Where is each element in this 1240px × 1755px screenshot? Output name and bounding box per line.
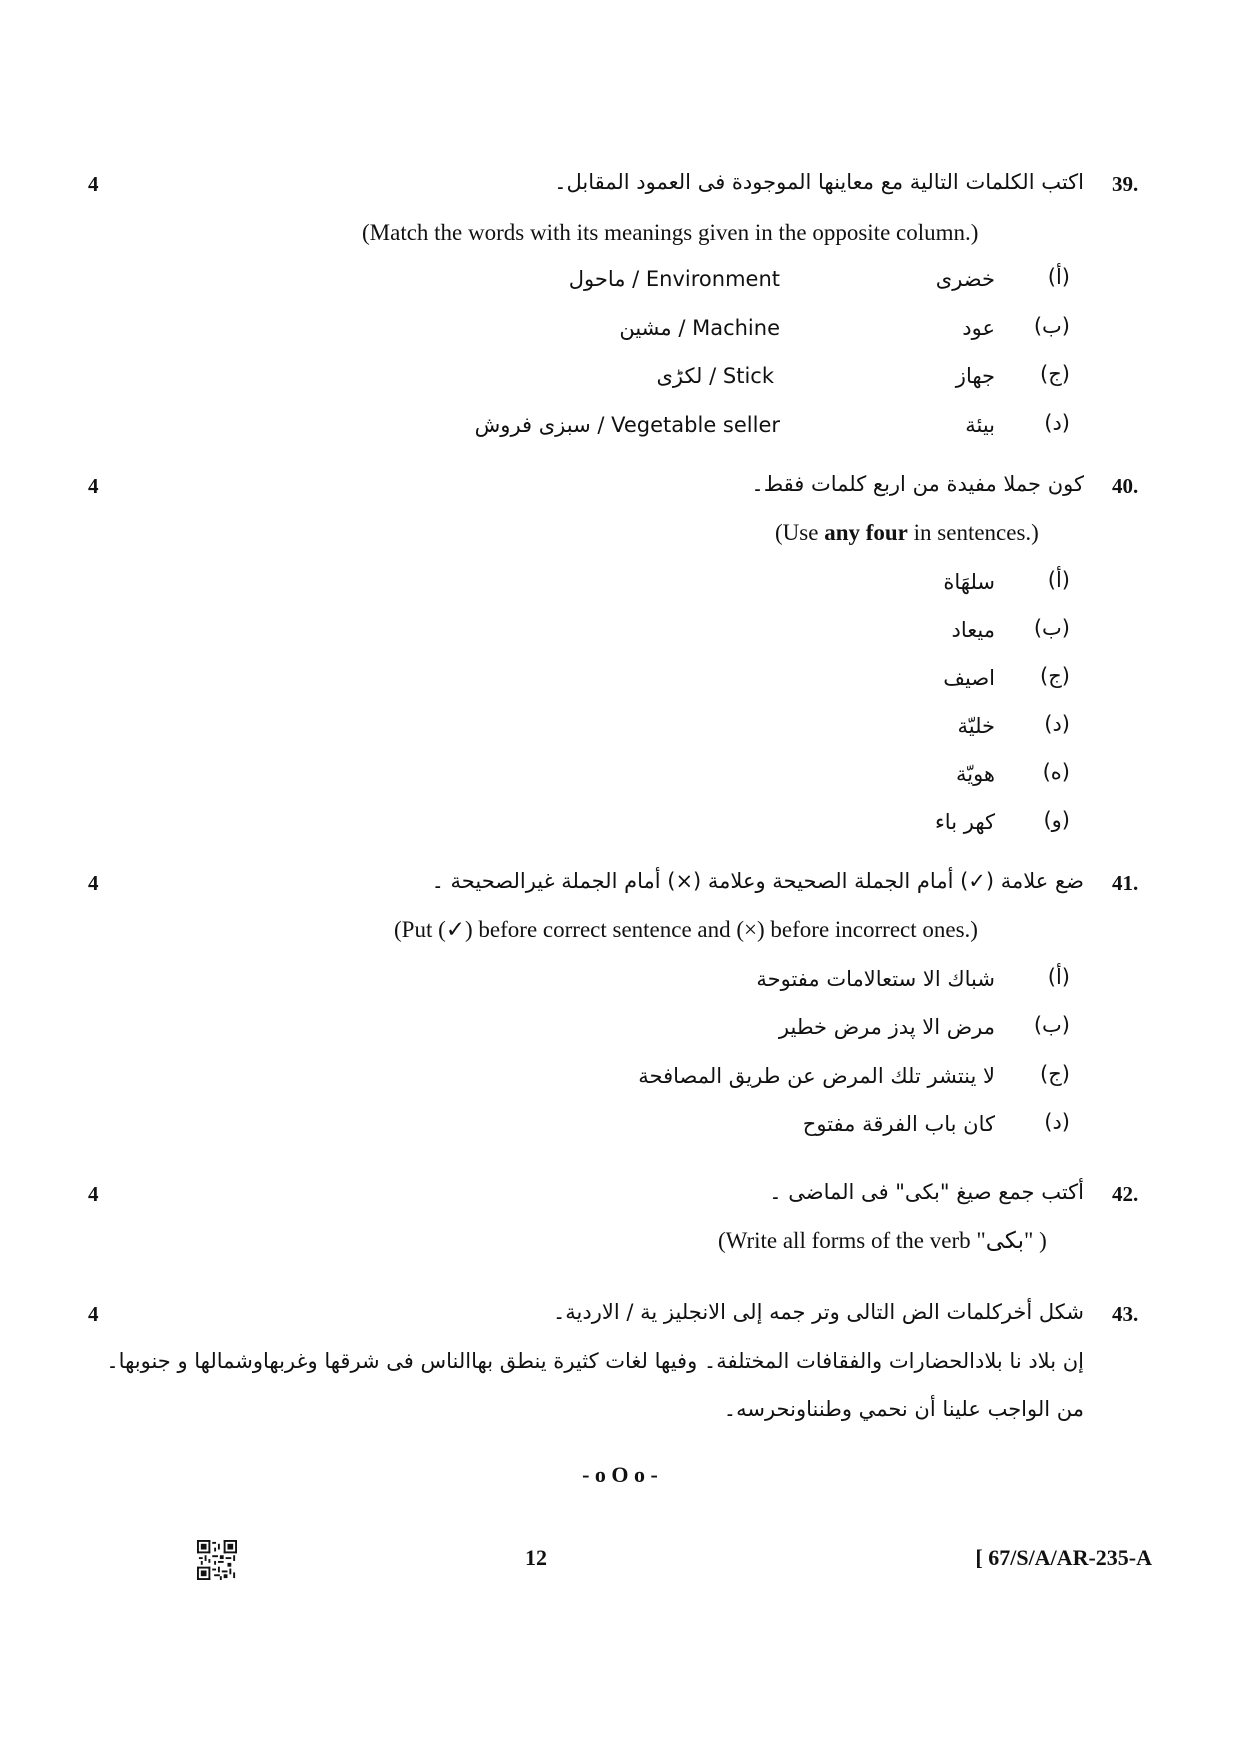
q40-item-word: اصيف xyxy=(943,666,995,690)
q40-item-letter: (د) xyxy=(1044,712,1070,736)
q42-english-instruction: (Write all forms of the verb "بکی" ) xyxy=(718,1228,1047,1253)
q40-marks: 4 xyxy=(88,474,99,498)
q39-item-letter: (ج) xyxy=(1040,362,1070,386)
q40-item-letter: (ج) xyxy=(1040,664,1070,688)
q40-english-instruction xyxy=(775,520,1039,546)
q40-item-word: كهر باء xyxy=(934,810,995,834)
q40-item-letter: (و) xyxy=(1043,808,1070,832)
q41-item-letter: (ب) xyxy=(1033,1013,1070,1037)
qr-code-icon xyxy=(197,1540,237,1580)
q39-number: 39. xyxy=(1112,172,1139,196)
q40-item-letter: (ب) xyxy=(1033,616,1070,640)
q41-item-sentence: لا ينتشر تلك المرض عن طريق المصافحة xyxy=(638,1064,995,1088)
q39-english-instruction: (Match the words with its meanings given in the opposite column.) xyxy=(362,220,979,245)
q41-item-sentence: شباك الا ستعالامات مفتوحة xyxy=(756,967,995,991)
q41-item-letter: (ج) xyxy=(1040,1062,1070,1086)
q40-number: 40. xyxy=(1112,474,1139,498)
q39-item-meaning: Machine / مشین xyxy=(619,316,780,340)
q42-marks: 4 xyxy=(88,1182,99,1206)
q40-item-word: ميعاد xyxy=(951,618,995,642)
q40-item-word: سلهَاة xyxy=(943,570,995,594)
q41-item-letter: (أ) xyxy=(1047,965,1070,989)
page-number: 12 xyxy=(525,1545,547,1570)
q39-item-letter: (ب) xyxy=(1033,314,1070,338)
q41-number: 41. xyxy=(1112,871,1139,895)
paper-code: [ 67/S/A/AR-235-A xyxy=(975,1545,1152,1570)
q40-item-letter: (أ) xyxy=(1047,568,1070,592)
q39-item-meaning: Environment / ماحول xyxy=(568,267,780,291)
q39-item-meaning: Stick / لکڑی xyxy=(656,364,774,388)
q39-item-word: بيئة xyxy=(965,413,995,437)
q40-item-letter: (ه) xyxy=(1042,760,1070,784)
q42-number: 42. xyxy=(1112,1182,1139,1206)
q43-passage-line-1: إن بلاد نا بلادالحضارات والفقافات المختلفة۔ وفيها لغات كثيرة ينطق بهاالناس فى شرقها وغربهاوشمالها و جنوبها۔ xyxy=(106,1349,1084,1373)
q40-arabic-instruction: كون جملا مفيدة من اربع كلمات فقط۔ xyxy=(751,472,1084,496)
q39-item-letter: (د) xyxy=(1044,411,1070,435)
q39-item-letter: (أ) xyxy=(1047,265,1070,289)
end-mark: - o O o - xyxy=(582,1462,658,1487)
q39-item-meaning: Vegetable seller / سبزی فروش xyxy=(474,413,780,437)
q40-english-post: in sentences.) xyxy=(907,520,1039,545)
q43-number: 43. xyxy=(1112,1302,1139,1326)
q41-arabic-instruction: ضع علامة (✓) أمام الجملة الصحيحة وعلامة (×) أمام الجملة غيرالصحيحة ۔ xyxy=(431,869,1084,893)
q39-item-word: عود xyxy=(962,316,995,340)
q41-item-sentence: كان باب الفرقة مفتوح xyxy=(802,1112,995,1136)
q40-english-pre: (Use xyxy=(775,520,825,545)
q39-item-word: جهاز xyxy=(955,364,995,388)
q41-item-sentence: مرض الا پدز مرض خطير xyxy=(778,1015,995,1039)
q43-marks: 4 xyxy=(88,1302,99,1326)
q43-arabic-instruction: شكل أخركلمات الض التالى وتر جمه إلى الانجليز ية / الاردية۔ xyxy=(552,1300,1084,1324)
q39-marks: 4 xyxy=(88,172,99,196)
q39-arabic-instruction: اكتب الكلمات التالية مع معاينها الموجودة فى العمود المقابل۔ xyxy=(554,170,1084,194)
q43-passage-line-2: من الواجب علينا أن نحمي وطنناونحرسه۔ xyxy=(723,1397,1084,1421)
q41-english-instruction: (Put (✓) before correct sentence and (×) before incorrect ones.) xyxy=(394,917,978,942)
q40-item-word: هويّة xyxy=(955,762,995,786)
q40-item-word: خليّة xyxy=(957,714,995,738)
q39-item-word: خضرى xyxy=(935,267,995,291)
q41-marks: 4 xyxy=(88,871,99,895)
q41-item-letter: (د) xyxy=(1044,1110,1070,1134)
q40-english-bold: any four xyxy=(824,520,908,545)
q42-arabic-instruction: أكتب جمع صيغ "بكى" فى الماضى ۔ xyxy=(769,1180,1084,1204)
